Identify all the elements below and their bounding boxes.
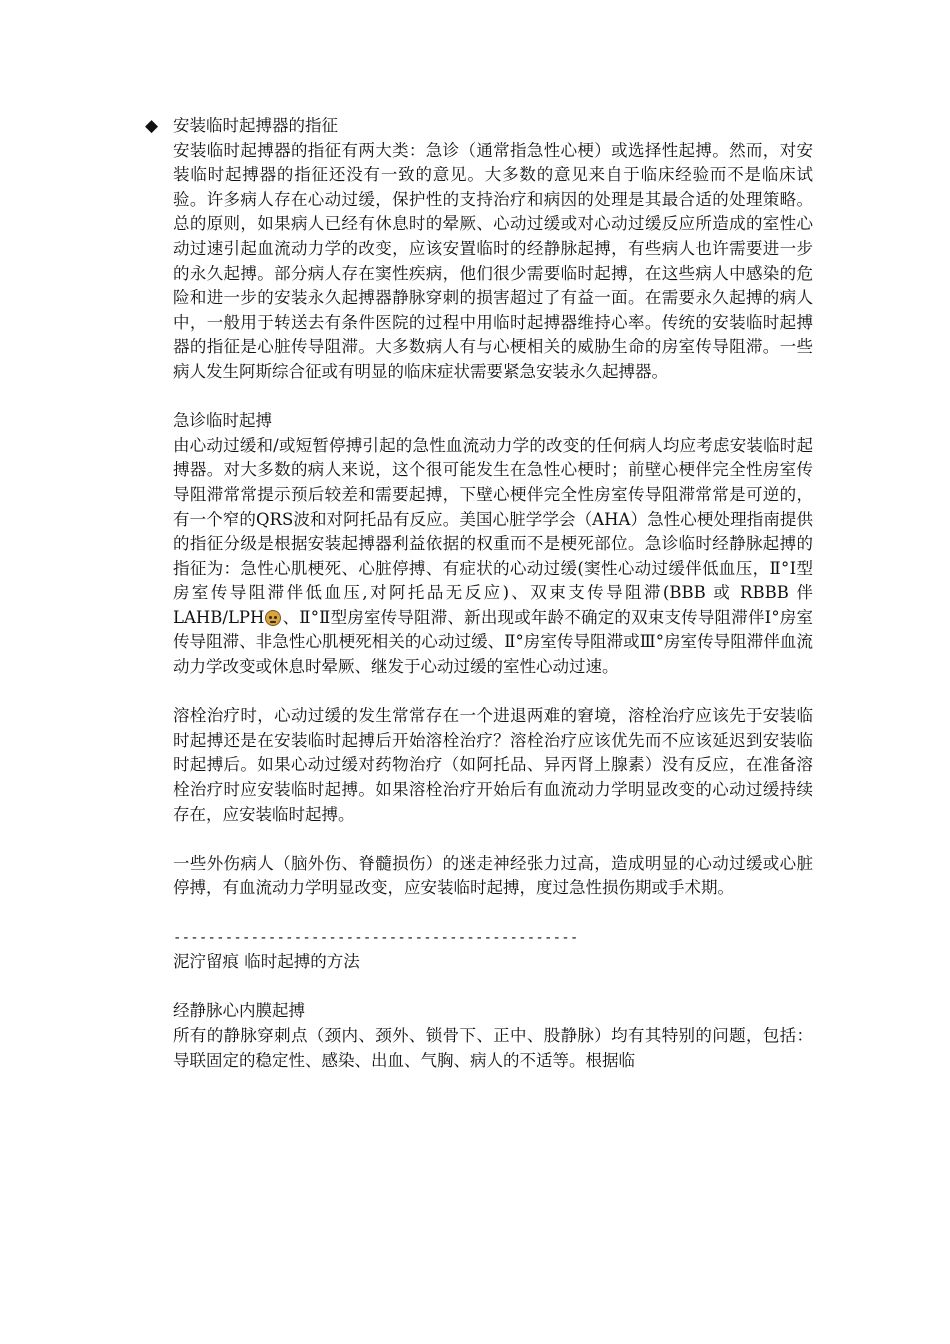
face-emoticon-icon — [265, 610, 281, 626]
section-heading-emergency-pacing: 急诊临时起搏 — [173, 411, 272, 431]
paragraph-emergency-pacing-part2: 、Ⅱ°Ⅱ型房室传导阻滞、新出现或年龄不确定的双束支传导阻滞伴Ⅰ°房室传导阻滞、非急性心肌梗死相关的心动过缓、Ⅱ°房室传导阻滞或Ⅲ°房室传导阻滞伴血流动力学改变或休息时晕厥、继发于心动过缓的室性心动过速。 — [173, 607, 813, 677]
paragraph-transvenous-pacing: 所有的静脉穿刺点（颈内、颈外、锁骨下、正中、股静脉）均有其特别的问题，包括：导联固定的稳定性、感染、出血、气胸、病人的不适等。根据临 — [173, 1025, 813, 1070]
blank-line — [173, 385, 813, 410]
blank-line — [173, 975, 813, 1000]
divider-line: ----------------------------------------------- — [173, 929, 579, 946]
paragraph-emergency-pacing — [173, 434, 813, 680]
blank-line — [173, 827, 813, 852]
paragraph-thrombolysis: 溶栓治疗时，心动过缓的发生常常存在一个进退两难的窘境，溶栓治疗应该先于安装临时起搏还是在安装临时起搏后开始溶栓治疗？溶栓治疗应该优先而不应该延迟到安装临时起搏后。如果心动过缓对药物治疗（如阿托品、异丙肾上腺素）没有反应，在准备溶栓治疗时应安装临时起搏。如果溶栓治疗开始后有血流动力学明显改变的心动过缓持续存在，应安装临时起搏。 — [173, 706, 813, 824]
paragraph-indications: 安装临时起搏器的指征有两大类：急诊（通常指急性心梗）或选择性起搏。然而，对安装临时起搏器的指征还没有一致的意见。大多数的意见来自于临床经验而不是临床试验。许多病人存在心动过缓，保护性的支持治疗和病因的处理是其最合适的处理策略。总的原则，如果病人已经有休息时的晕厥、心动过缓或对心动过缓反应所造成的室性心动过速引起血流动力学的改变，应该安置临时的经静脉起搏，有些病人也许需要进一步的永久起搏。部分病人存在窦性疾病，他们很少需要临时起搏，在这些病人中感染的危险和进一步的安装永久起搏器静脉穿刺的损害超过了有益一面。在需要永久起搏的病人中，一般用于转送去有条件医院的过程中用临时起搏器维持心率。传统的安装临时起搏器的指征是心脏传导阻滞。大多数病人有与心梗相关的威胁生命的房室传导阻滞。一些病人发生阿斯综合征或有明显的临床症状需要紧急安装永久起搏器。 — [173, 140, 813, 381]
paragraph-trauma: 一些外伤病人（脑外伤、脊髓损伤）的迷走神经张力过高，造成明显的心动过缓或心脏停搏，有血流动力学明显改变，应安装临时起搏，度过急性损伤期或手术期。 — [173, 853, 813, 898]
section-heading-pacing-methods: 泥泞留痕 临时起搏的方法 — [173, 952, 360, 972]
diamond-bullet-icon: ◆ — [145, 116, 159, 136]
document-body — [173, 114, 813, 1073]
paragraph-emergency-pacing-part1: 由心动过缓和/或短暂停搏引起的急性血流动力学的改变的任何病人均应考虑安装临时起搏器。对大多数的病人来说，这个很可能发生在急性心梗时；前壁心梗伴完全性房室传导阻滞常常提示预后较差和需要起搏，下壁心梗伴完全性房室传导阻滞常常是可逆的，有一个窄的QRS波和对阿托品有反应。美国心脏学学会（AHA）急性心梗处理指南提供的指征分级是根据安装起搏器利益依据的权重而不是梗死部位。急诊临时经静脉起搏的指征为：急性心肌梗死、心脏停搏、有症状的心动过缓(窦性心动过缓伴低血压，Ⅱ°Ⅰ型房室传导阻滞伴低血压,对阿托品无反应)、双束支传导阻滞(BBB 或 RBBB 伴 LAHB/LPH — [173, 435, 813, 627]
section-heading-transvenous-pacing: 经静脉心内膜起搏 — [173, 1001, 305, 1021]
section-heading-indications: 安装临时起搏器的指征 — [173, 116, 338, 135]
blank-line — [173, 680, 813, 705]
blank-line — [173, 901, 813, 926]
